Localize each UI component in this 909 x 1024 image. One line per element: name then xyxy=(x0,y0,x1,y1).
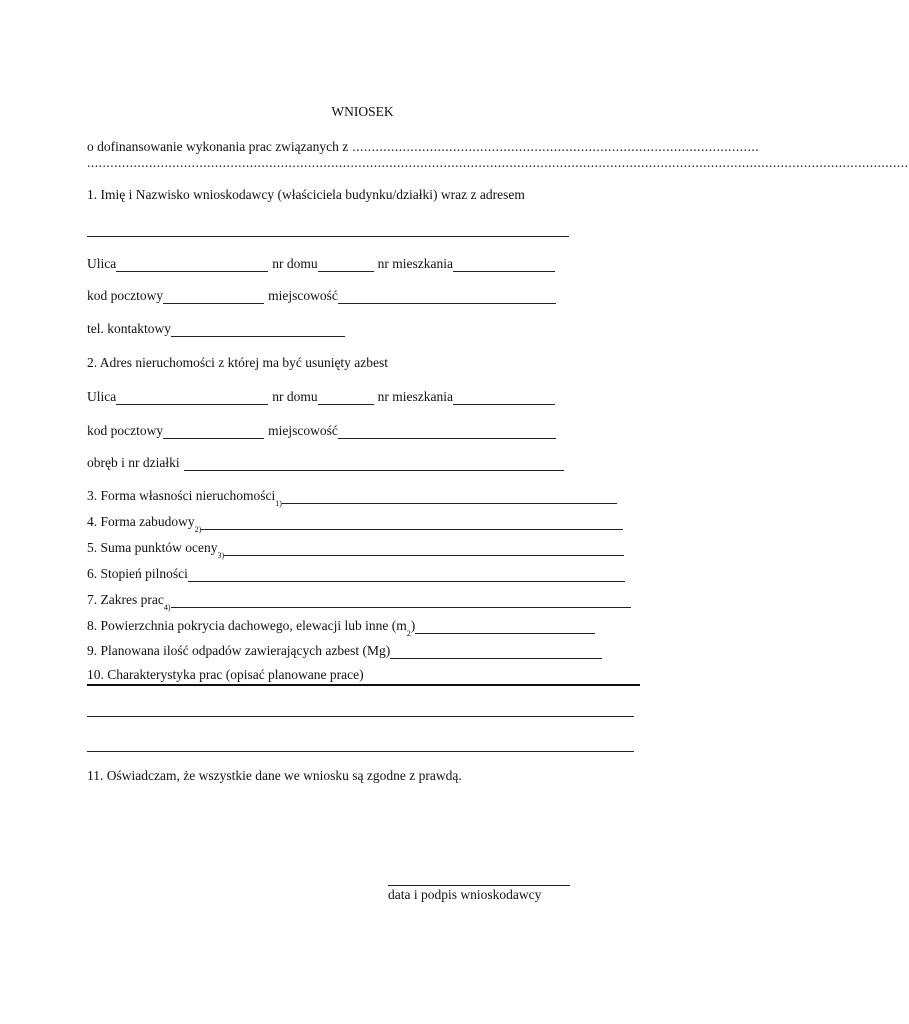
property-apartment-number-field[interactable] xyxy=(453,391,555,405)
work-description-line-1[interactable] xyxy=(87,684,640,686)
applicant-street-row xyxy=(87,256,555,272)
area-field[interactable] xyxy=(415,620,595,634)
phone-label: tel. kontaktowy xyxy=(87,321,171,336)
applicant-postal-row xyxy=(87,288,556,304)
work-description-line-2[interactable] xyxy=(87,716,634,717)
property-apartment-number-label: nr mieszkania xyxy=(377,389,453,404)
building-form-label: 4. Forma zabudowy xyxy=(87,514,195,529)
signature-label: data i podpis wnioskodawcy xyxy=(388,887,542,902)
house-number-field[interactable] xyxy=(318,258,374,272)
declaration-text: 11. Oświadczam, że wszystkie dane we wniosku są zgodne z prawdą. xyxy=(87,768,462,783)
city-label: miejscowość xyxy=(268,288,338,303)
building-form-row: 4. Forma zabudowy 2) xyxy=(87,514,623,530)
house-number-label: nr domu xyxy=(272,256,318,271)
waste-label: 9. Planowana ilość odpadów zawierających azbest (Mg) xyxy=(87,643,391,658)
applicant-phone-row xyxy=(87,321,345,337)
street-label: Ulica xyxy=(87,256,117,271)
work-description-line-3[interactable] xyxy=(87,751,634,752)
ownership-row: 3. Forma własności nieruchomości 1) xyxy=(87,488,617,504)
urgency-field[interactable] xyxy=(188,568,625,582)
building-form-field[interactable] xyxy=(201,516,623,530)
apartment-number-field[interactable] xyxy=(453,258,555,272)
subtitle-dots-line-2[interactable]: .................................................................................................................................................................................................................... xyxy=(87,155,909,170)
section1-label: 1. Imię i Nazwisko wnioskodawcy (właściciela budynku/działki) wraz z adresem xyxy=(87,187,525,202)
subtitle-dots[interactable]: ......................................................................................................... xyxy=(352,139,760,154)
property-house-number-label: nr domu xyxy=(272,389,318,404)
urgency-row xyxy=(87,566,625,582)
work-description-label: 10. Charakterystyka prac (opisać planowane prace) xyxy=(87,667,364,682)
plot-label: obręb i nr działki xyxy=(87,455,180,470)
property-city-field[interactable] xyxy=(338,425,556,439)
scope-field[interactable] xyxy=(171,594,631,608)
signature-field[interactable] xyxy=(388,885,570,886)
section2-label: 2. Adres nieruchomości z której ma być usunięty azbest xyxy=(87,355,389,370)
apartment-number-label: nr mieszkania xyxy=(377,256,453,271)
phone-field[interactable] xyxy=(171,323,345,337)
property-street-field[interactable] xyxy=(116,391,268,405)
postal-code-label: kod pocztowy xyxy=(87,288,164,303)
waste-row xyxy=(87,643,602,659)
property-plot-row xyxy=(87,455,564,471)
property-city-label: miejscowość xyxy=(268,423,338,438)
score-field[interactable] xyxy=(224,542,624,556)
property-house-number-field[interactable] xyxy=(318,391,374,405)
area-label: 8. Powierzchnia pokrycia dachowego, elewacji lub inne (m xyxy=(87,618,407,633)
property-postal-code-field[interactable] xyxy=(163,425,264,439)
property-postal-code-label: kod pocztowy xyxy=(87,423,164,438)
city-field[interactable] xyxy=(338,290,556,304)
applicant-name-field[interactable] xyxy=(87,236,569,237)
ownership-label: 3. Forma własności nieruchomości xyxy=(87,488,276,503)
document-title: WNIOSEK xyxy=(331,104,394,119)
area-label-close: ) xyxy=(410,618,416,633)
property-street-row xyxy=(87,389,555,405)
ownership-field[interactable] xyxy=(282,490,617,504)
waste-field[interactable] xyxy=(390,645,602,659)
scope-row: 7. Zakres prac 4) xyxy=(87,592,631,608)
property-postal-row xyxy=(87,423,556,439)
plot-field[interactable] xyxy=(184,457,564,471)
score-row: 5. Suma punktów oceny 3) xyxy=(87,540,624,556)
postal-code-field[interactable] xyxy=(163,290,264,304)
urgency-label: 6. Stopień pilności xyxy=(87,566,188,581)
score-label: 5. Suma punktów oceny xyxy=(87,540,218,555)
scope-label: 7. Zakres prac xyxy=(87,592,164,607)
area-row: 8. Powierzchnia pokrycia dachowego, elewacji lub inne (m 2 ) xyxy=(87,618,595,634)
subtitle-row xyxy=(87,139,760,155)
property-street-label: Ulica xyxy=(87,389,117,404)
subtitle-text: o dofinansowanie wykonania prac związanych z xyxy=(87,139,349,154)
street-field[interactable] xyxy=(116,258,268,272)
